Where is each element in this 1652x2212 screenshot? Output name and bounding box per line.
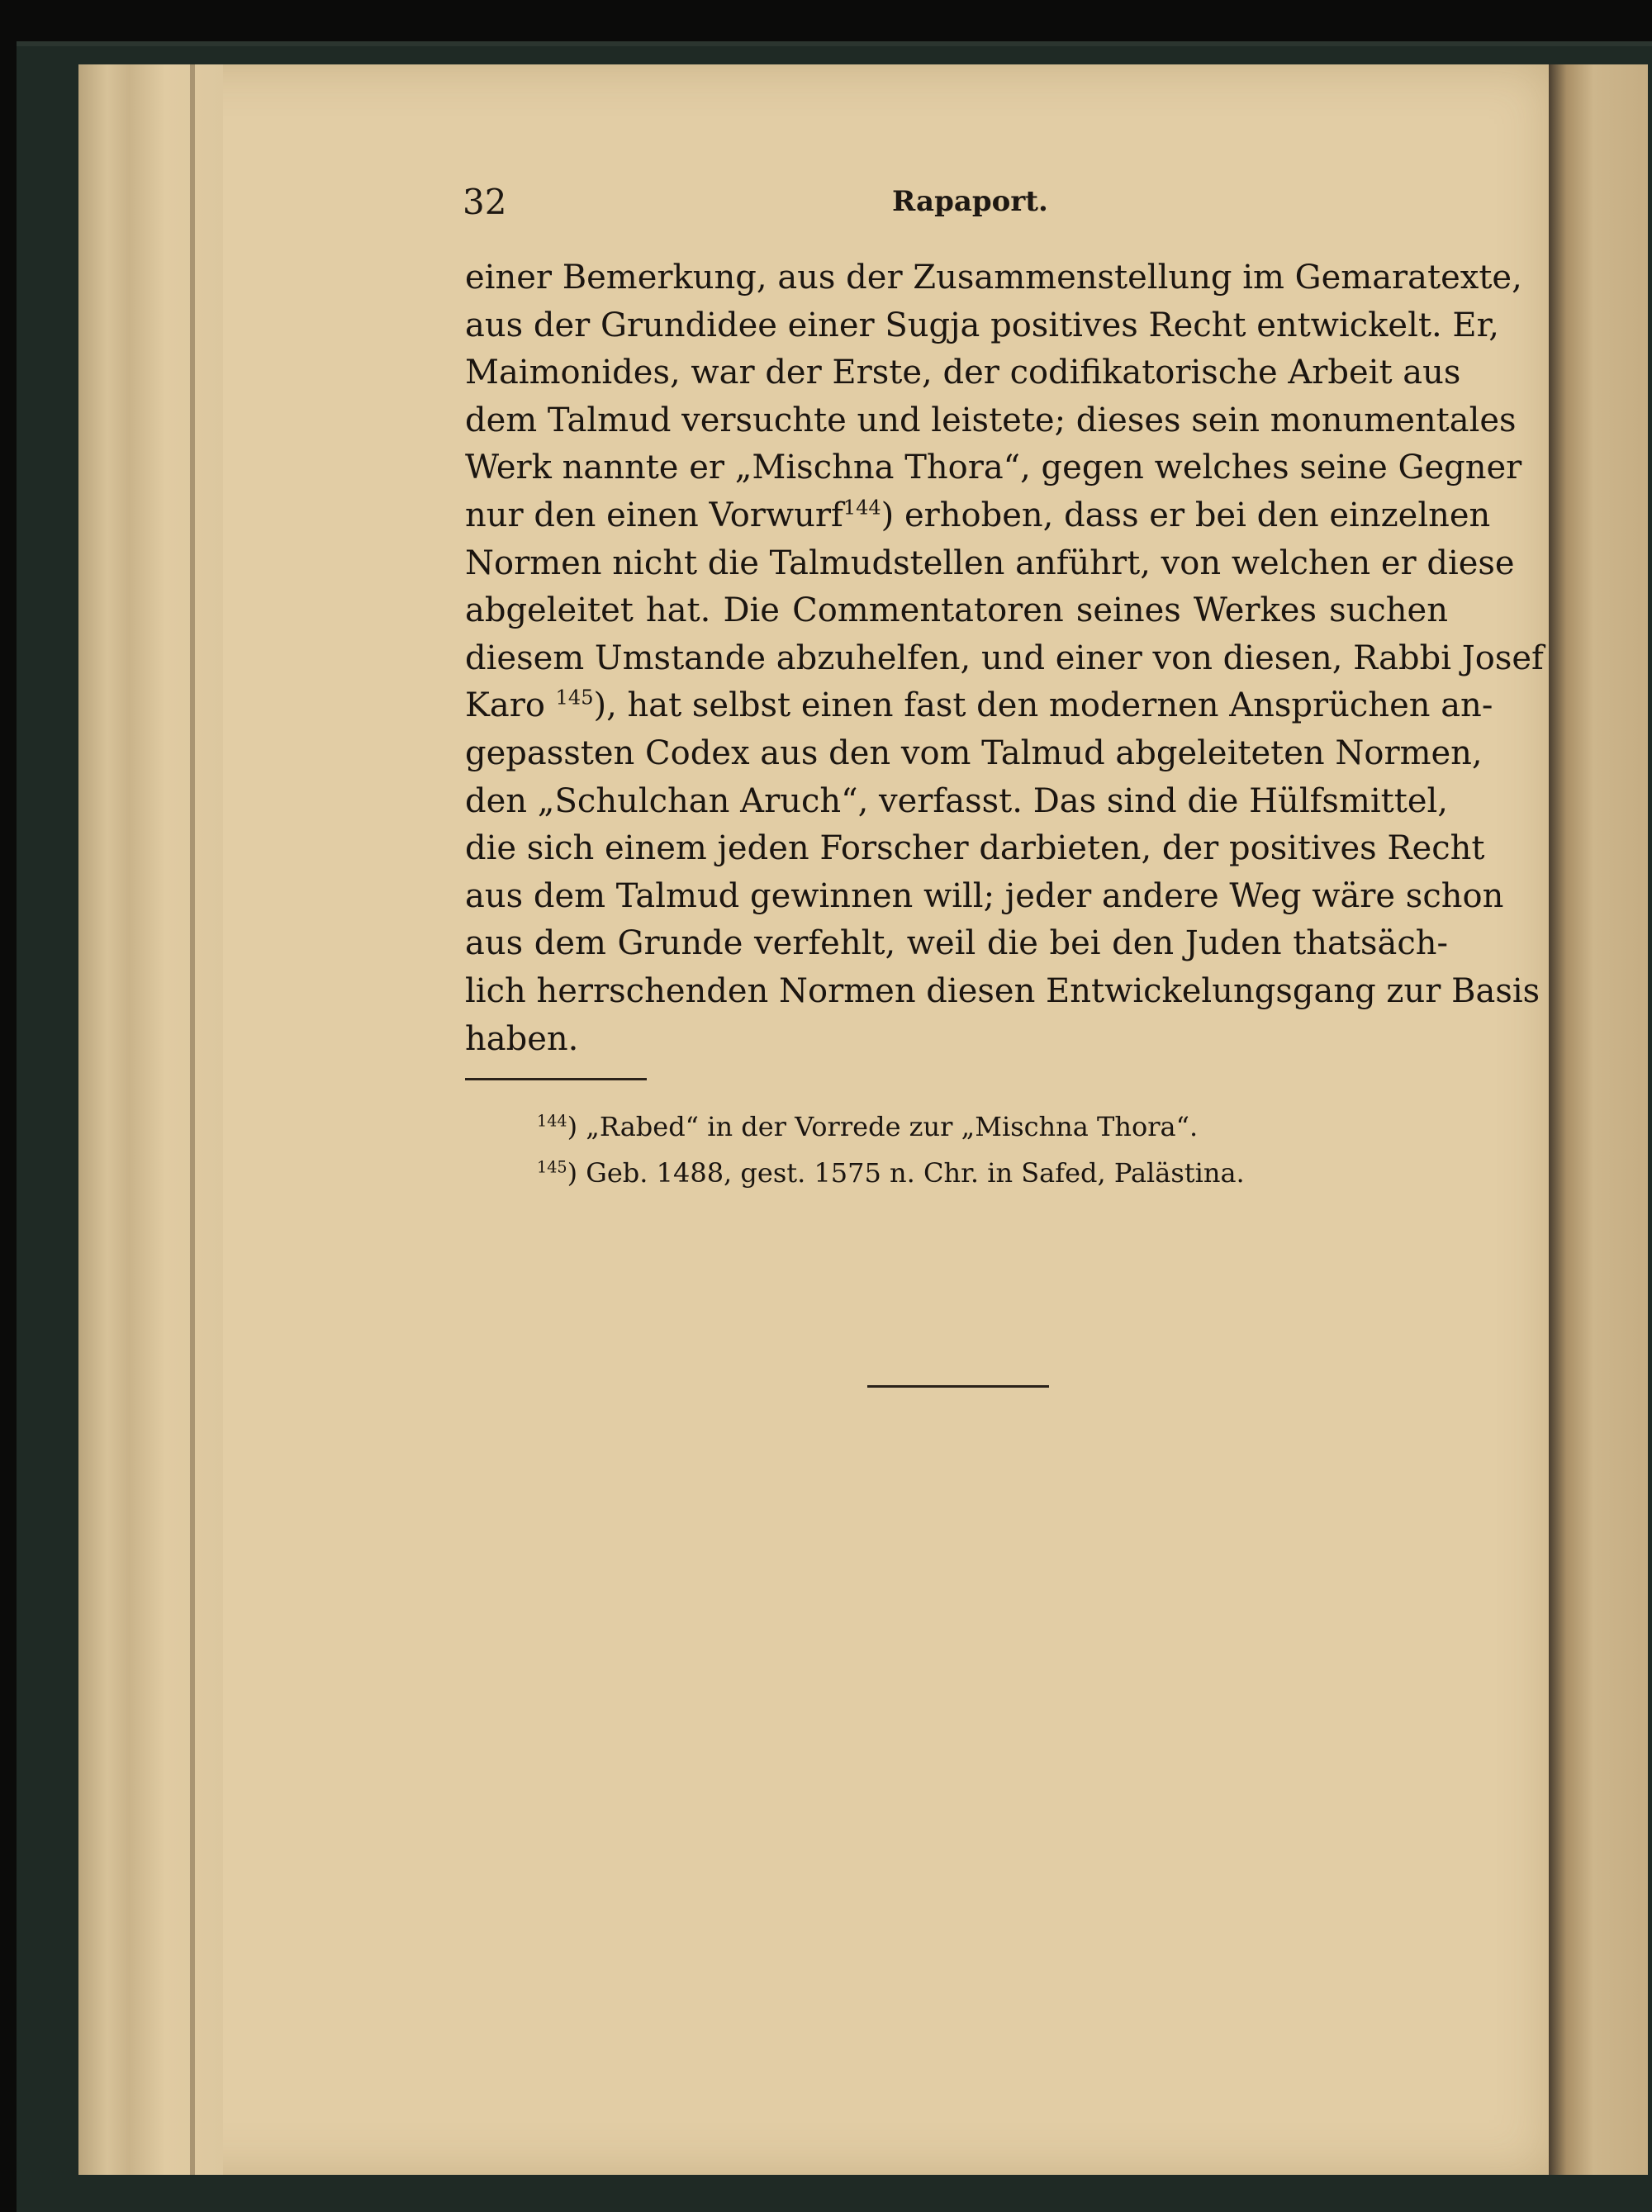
footnote-144 (537, 1104, 1363, 1150)
text-line: gepassten Codex aus den vom Talmud abgeleiteten Normen, (465, 733, 1483, 772)
footnote-text: ) Geb. 1488, gest. 1575 n. Chr. in Safed, Palästina. (567, 1157, 1245, 1189)
page-edge-stack (78, 64, 223, 2175)
text-line: diesem Umstande abzuhelfen, und einer von diesen, Rabbi Josef (465, 638, 1544, 677)
page-header (0, 182, 1652, 231)
running-title: Rapaport. (892, 185, 1048, 218)
text-segment: ) erhoben, dass er bei den einzelnen (881, 496, 1491, 534)
text-line: die sich einem jeden Forscher darbieten, der positives Recht (465, 829, 1485, 868)
text-segment: ), hat selbst einen fast den modernen Ansprüchen an- (593, 686, 1493, 725)
text-line: haben. (465, 1019, 579, 1058)
footnote-145 (537, 1150, 1363, 1196)
footnote-text: ) „Rabed“ in der Vorrede zur „Mischna Thora“. (567, 1111, 1199, 1142)
text-line: aus der Grundidee einer Sugja positives Recht entwickelt. Er, (465, 306, 1500, 344)
text-line-with-footnote-ref (465, 492, 1491, 540)
footnote-marker: 145 (537, 1157, 567, 1177)
text-segment: Karo (465, 686, 545, 725)
facing-page-edge (1549, 64, 1648, 2175)
gutter-line (190, 64, 195, 2175)
body-text (465, 254, 1544, 1063)
footnote-ref-144[interactable]: 144 (843, 496, 881, 520)
footnote-ref-145[interactable]: 145 (555, 686, 594, 710)
text-line: Normen nicht die Talmudstellen anführt, von welchen er diese (465, 544, 1515, 582)
footnotes (537, 1104, 1363, 1196)
text-line: aus dem Talmud gewinnen will; jeder andere Weg wäre schon (465, 876, 1504, 915)
text-line: den „Schulchan Aruch“, verfasst. Das sind die Hülfsmittel, (465, 781, 1448, 820)
text-line: dem Talmud versuchte und leistete; dieses sein monumentales (465, 401, 1517, 439)
text-line: Werk nannte er „Mischna Thora“, gegen welches seine Gegner (465, 449, 1522, 487)
text-line: aus dem Grunde verfehlt, weil die bei den Juden thatsäch- (465, 924, 1448, 963)
section-end-rule (867, 1385, 1049, 1388)
text-segment: nur den einen Vorwurf (465, 496, 843, 534)
text-line: abgeleitet hat. Die Commentatoren seines Werkes suchen (465, 591, 1448, 630)
text-line: einer Bemerkung, aus der Zusammenstellung im Gemaratexte, (465, 259, 1522, 297)
footnote-marker: 144 (537, 1111, 567, 1131)
text-line: lich herrschenden Normen diesen Entwickelungsgang zur Basis (465, 971, 1540, 1010)
text-line: Maimonides, war der Erste, der codifikatorische Arbeit aus (465, 354, 1461, 392)
text-line-with-footnote-ref (465, 682, 1493, 730)
footnote-separator (465, 1078, 647, 1080)
page-number: 32 (463, 182, 507, 222)
